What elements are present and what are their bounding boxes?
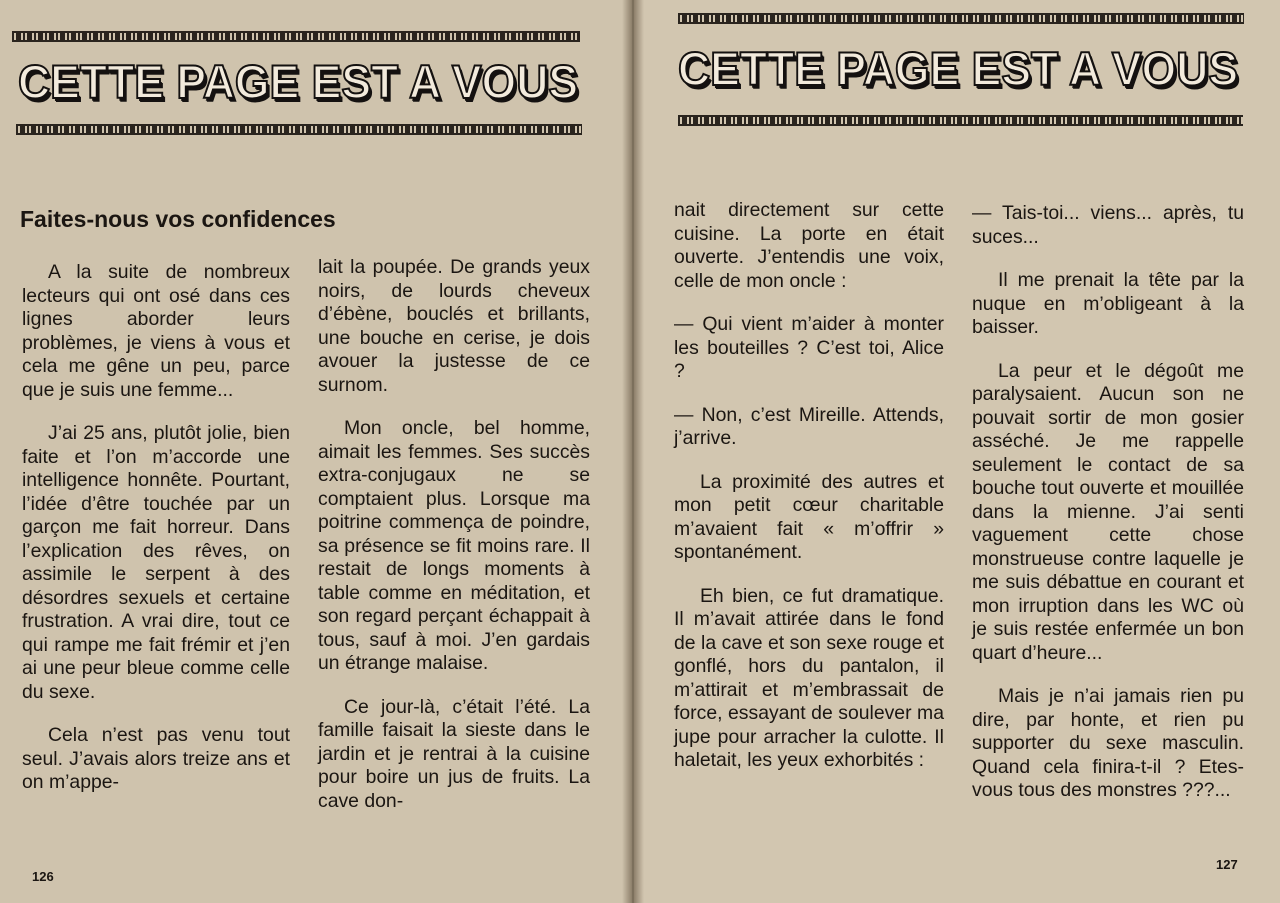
paragraph: — Tais-toi... viens... après, tu suces... bbox=[972, 202, 1244, 248]
paragraph: La peur et le dégoût me paralysaient. Aucun son ne pouvait sortir de mon gosier asséché. Je me rappelle seulement le contact de sa bouche tout ouverte et mouillée dans la mienne. J’ai senti vaguement cette chose monstrueuse contre laquelle je me suis débattue en courant et mon irruption dans les WC où je suis restée enfermée un bon quart d’heure... bbox=[972, 359, 1244, 664]
section-heading: Faites-nous vos confidences bbox=[20, 206, 336, 232]
paragraph: La proximité des autres et mon petit cœur charitable m’avaient fait « m’offrir » spontanément. bbox=[674, 470, 944, 563]
page-banner: CETTE PAGE EST A VOUS bbox=[18, 55, 579, 108]
paragraph: lait la poupée. De grands yeux noirs, de lourds cheveux d’ébène, bouclés et brillants, une bouche en cerise, je dois avouer la justesse de ce surnom. bbox=[318, 256, 590, 396]
text-column-2 bbox=[318, 256, 590, 833]
page-banner: CETTE PAGE EST A VOUS bbox=[678, 42, 1239, 95]
paragraph: Il me prenait la tête par la nuque en m’obligeant à la baisser. bbox=[972, 269, 1244, 338]
paragraph: A la suite de nombreux lecteurs qui ont osé dans ces lignes aborder leurs problèmes, je viens à vous et cela me gêne un peu, parce que je suis une femme... bbox=[22, 261, 290, 401]
greek-key-border-bottom bbox=[678, 115, 1243, 126]
greek-key-border-top bbox=[12, 31, 580, 42]
greek-key-border-bottom bbox=[16, 124, 582, 135]
greek-key-border-top bbox=[678, 13, 1244, 24]
page-number: 126 bbox=[32, 869, 54, 884]
paragraph: J’ai 25 ans, plutôt jolie, bien faite et l’on m’accorde une intelligence honnête. Pourtant, l’idée d’être touchée par un garçon me fait horreur. Dans l’explication des rêves, on assimile le serpent à des désordres sexuels et certaine frustration. A vrai dire, tout ce qui rampe me fait frémir et j’en ai une peur bleue comme celle du sexe. bbox=[22, 422, 290, 703]
right-page bbox=[638, 0, 1280, 903]
text-column-4 bbox=[972, 202, 1244, 823]
paragraph: — Qui vient m’aider à monter les bouteilles ? C’est toi, Alice ? bbox=[674, 313, 944, 382]
book-gutter bbox=[622, 0, 644, 903]
paragraph: Ce jour-là, c’était l’été. La famille faisait la sieste dans le jardin et je rentrai à la cuisine pour boire un jus de fruits. La cave don- bbox=[318, 695, 590, 812]
paragraph: Eh bien, ce fut dramatique. Il m’avait attirée dans le fond de la cave et son sexe rouge et gonflé, hors du pantalon, il m’attirait et m’embrassait de force, essayant de soulever ma jupe pour arracher la culotte. Il haletait, les yeux exhorbités : bbox=[674, 584, 944, 771]
paragraph: Mon oncle, bel homme, aimait les femmes. Ses succès extra-conjugaux ne se comptaient plus. Lorsque ma poitrine commença de poindre, sa présence se fit moins rare. Il restait de longs moments à table comme en méditation, et son regard perçant échappait à tous, sauf à moi. J’en gardais un étrange malaise. bbox=[318, 417, 590, 674]
text-column-3 bbox=[674, 199, 944, 793]
text-column-1 bbox=[22, 261, 290, 815]
paragraph: nait directement sur cette cuisine. La porte en était ouverte. J’entendis une voix, celle de mon oncle : bbox=[674, 199, 944, 292]
paragraph: Mais je n’ai jamais rien pu dire, par honte, et rien pu supporter du sexe masculin. Quand cela finira-t-il ? Etes-vous tous des monstres ???... bbox=[972, 685, 1244, 801]
paragraph: — Non, c’est Mireille. Attends, j’arrive. bbox=[674, 403, 944, 449]
page-number: 127 bbox=[1216, 857, 1238, 872]
left-page bbox=[0, 0, 628, 903]
paragraph: Cela n’est pas venu tout seul. J’avais alors treize ans et on m’appe- bbox=[22, 724, 290, 793]
